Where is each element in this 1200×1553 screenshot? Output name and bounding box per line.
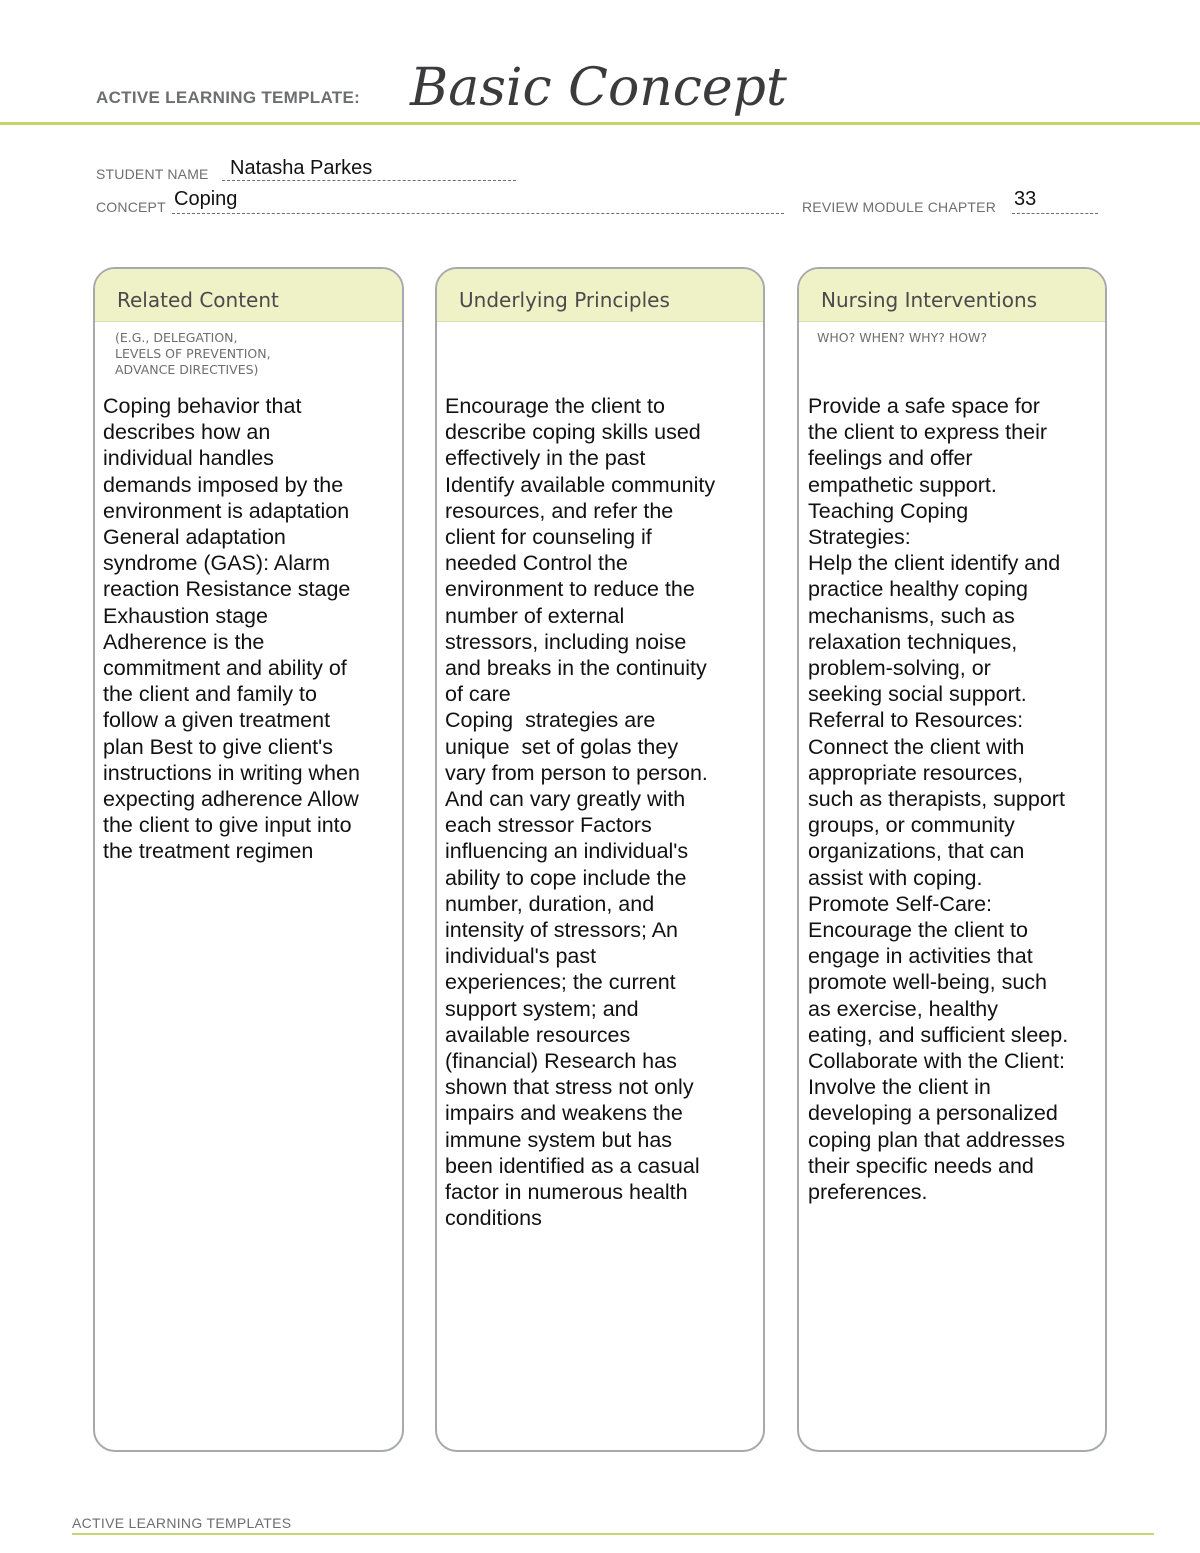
- related-content-text[interactable]: Coping behavior that describes how an individual handles demands imposed by the environment is adaptation General adaptation syndrome (GAS): Alarm reaction Resistance stage Exhaustion stage Adherence is the commitment and ability of the client and family to follow a given treatment plan Best to give client's instructions in writing when expecting adherence Allow the client to give input into the treatment regimen: [103, 394, 360, 864]
- underlying-principles-card: [435, 267, 765, 1452]
- student-name-label: STUDENT NAME: [96, 166, 209, 182]
- footer-divider: [72, 1533, 1154, 1535]
- concept-label: CONCEPT: [96, 199, 166, 215]
- card-title: Nursing Interventions: [821, 288, 1038, 312]
- concept-line: [172, 213, 784, 214]
- student-name-line: [222, 180, 516, 181]
- page-header: [0, 0, 1200, 124]
- footer-label: ACTIVE LEARNING TEMPLATES: [72, 1515, 292, 1531]
- related-content-card: [93, 267, 404, 1452]
- subtitle-line: WHO? WHEN? WHY? HOW?: [817, 330, 988, 345]
- subtitle-line: LEVELS OF PREVENTION,: [115, 346, 271, 361]
- underlying-principles-text[interactable]: Encourage the client to describe coping skills used effectively in the past Identify available community resources, and refer the client for counseling if needed Control the environment to reduce the number of external stressors, including noise and breaks in the continuity of care Coping strategies are unique set of golas they vary from person to person. And can vary greatly with each stressor Factors influencing an individual's ability to cope include the number, duration, and intensity of stressors; An individual's past experiences; the current support system; and available resources (financial) Research has shown that stress not only impairs and weakens the immune system but has been identified as a casual factor in numerous health conditions: [445, 394, 716, 1231]
- template-label: ACTIVE LEARNING TEMPLATE:: [96, 88, 361, 107]
- card-subtitle: [817, 330, 987, 346]
- page-title: Basic Concept: [410, 58, 787, 118]
- header-divider: [0, 122, 1200, 125]
- card-title: Underlying Principles: [459, 288, 670, 312]
- review-module-line: [1012, 213, 1098, 214]
- review-module-label: REVIEW MODULE CHAPTER: [802, 199, 996, 215]
- subtitle-line: ADVANCE DIRECTIVES): [115, 362, 259, 377]
- subtitle-line: (E.G., DELEGATION,: [115, 330, 238, 345]
- concept-field[interactable]: Coping: [174, 188, 238, 210]
- nursing-interventions-card: [797, 267, 1107, 1452]
- student-name-field[interactable]: Natasha Parkes: [230, 157, 373, 179]
- card-title: Related Content: [117, 288, 279, 312]
- review-module-field[interactable]: 33: [1014, 188, 1037, 210]
- card-subtitle: [115, 330, 271, 378]
- nursing-interventions-text[interactable]: Provide a safe space for the client to express their feelings and offer empathetic support. Teaching Coping Strategies: Help the client identify and practice healthy coping mechanisms, such as relaxation techniques, problem-solving, or seeking social support. Referral to Resources: Connect the client with appropriate resources, such as therapists, support groups, or community organizations, that can assist with coping. Promote Self-Care: Encourage the client to engage in activities that promote well-being, such as exercise, healthy eating, and sufficient sleep. Collaborate with the Client: Involve the client in developing a personalized coping plan that addresses their specific needs and preferences.: [808, 394, 1069, 1205]
